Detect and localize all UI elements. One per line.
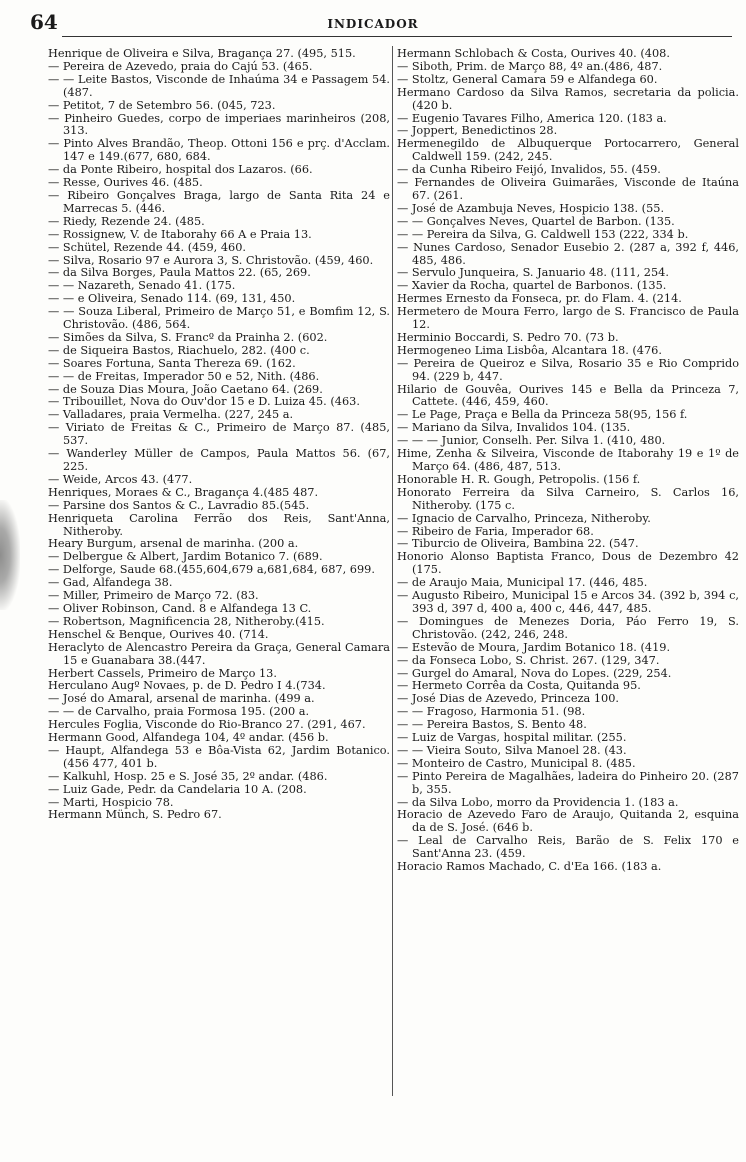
directory-entry: — de Araujo Maia, Municipal 17. (446, 485. [397,576,648,590]
directory-entry: — da Silva Lobo, morro da Providencia 1. (183 a. [397,795,679,809]
directory-entry: — — Gonçalves Neves, Quartel de Barbon. (135. [397,214,675,228]
directory-entry: Herbert Cassels, Primeiro de Março 13. [48,666,277,680]
directory-entry: — Parsine dos Santos & C., Lavradio 85.(545. [48,498,310,512]
directory-entry: — Haupt, Alfandega 53 e Bôa-Vista 62, Jardim Botanico. (456 477, 401 b. [48,743,390,770]
directory-entry: Henschel & Benque, Ourives 40. (714. [48,627,269,641]
directory-entry: — Le Page, Praça e Bella da Princeza 58(95, 156 f. [397,408,688,422]
right-column [397,48,739,874]
directory-entry: Herculano Augº Novaes, p. de D. Pedro I 4.(734. [48,679,326,693]
directory-entry: — Eugenio Tavares Filho, America 120. (183 a. [397,111,667,125]
directory-entry: — Robertson, Magnificencia 28, Nitheroby.(415. [48,614,325,628]
directory-entry: Horacio Ramos Machado, C. d'Ea 166. (183 a. [397,860,662,874]
directory-entry: — Joppert, Benedictinos 28. [397,124,558,138]
directory-entry: — Tribouillet, Nova do Ouv'dor 15 e D. Luiza 45. (463. [48,395,360,409]
directory-entry: — Gurgel do Amaral, Nova do Lopes. (229, 254. [397,666,672,680]
directory-entry: — — de Freitas, Imperador 50 e 52, Nith. (486. [48,369,320,383]
page-number: 64 [30,10,58,34]
directory-entry: — — Leite Bastos, Visconde de Inhaúma 34 e Passagem 54. (487. [48,72,390,99]
directory-entry: — de Souza Dias Moura, João Caetano 64. (269. [48,382,323,396]
directory-entry: — José de Azambuja Neves, Hospicio 138. (55. [397,201,665,215]
directory-entry: — Riedy, Rezende 24. (485. [48,214,205,228]
directory-entry: — Monteiro de Castro, Municipal 8. (485. [397,756,636,770]
directory-entry: Hilario de Gouvêa, Ourives 145 e Bella da Princeza 7, Cattete. (446, 459, 460. [397,382,739,409]
header-rule [62,36,732,37]
directory-entry: — Soares Fortuna, Santa Thereza 69. (162. [48,356,296,370]
directory-entry: — Gad, Alfandega 38. [48,576,173,590]
directory-entry: — Domingues de Menezes Doria, Páo Ferro 19, S. Christovão. (242, 246, 248. [397,614,739,641]
directory-entry: — Marti, Hospicio 78. [48,795,174,809]
directory-entry: — — Souza Liberal, Primeiro de Março 51, e Bomfim 12, S. Christovão. (486, 564. [48,305,390,332]
directory-entry: Hime, Zenha & Silveira, Visconde de Itaborahy 19 e 1º de Março 64. (486, 487, 513. [397,447,739,473]
directory-entry: — Oliver Robinson, Cand. 8 e Alfandega 13 C. [48,601,312,615]
directory-entry: — da Fonseca Lobo, S. Christ. 267. (129, 347. [397,653,660,667]
directory-entry: — Weide, Arcos 43. (477. [48,472,193,486]
directory-entry: — — Pereira da Silva, G. Caldwell 153 (222, 334 b. [397,227,689,241]
directory-entry: — Luiz Gade, Pedr. da Candelaria 10 A. (208. [48,782,307,796]
directory-entry: Heary Burgum, arsenal de marinha. (200 a. [48,537,299,551]
directory-entry: — Luiz de Vargas, hospital militar. (255. [397,731,627,745]
directory-entry: — Delbergue & Albert, Jardim Botanico 7. (689. [48,550,323,564]
directory-entry: Herminio Boccardi, S. Pedro 70. (73 b. [397,330,619,344]
directory-entry: — — Nazareth, Senado 41. (175. [48,279,236,293]
directory-entry: Hermann Good, Alfandega 104, 4º andar. (456 b. [48,731,329,745]
column-divider [392,46,393,1096]
directory-entry: Horacio de Azevedo Faro de Araujo, Quitanda 2, esquina da de S. José. (646 b. [397,808,739,835]
directory-entry: — Siboth, Prim. de Março 88, 4º an.(486, 487. [397,59,663,73]
directory-entry: Hermogeneo Lima Lisbôa, Alcantara 18. (476. [397,343,662,357]
directory-entry: — Pinto Alves Brandão, Theop. Ottoni 156 e prç. d'Acclam. 147 e 149.(677, 680, 684. [48,137,390,164]
directory-entry: Honorato Ferreira da Silva Carneiro, S. Carlos 16, Nitheroby. (175 c. [397,485,739,512]
directory-entry: — Pinto Pereira de Magalhães, ladeira do Pinheiro 20. (287 b, 355. [397,769,739,796]
directory-entry: Hermenegildo de Albuquerque Portocarrero, General Caldwell 159. (242, 245. [397,137,739,164]
directory-entry: — Nunes Cardoso, Senador Eusebio 2. (287 a, 392 f, 446, 485, 486. [397,240,739,267]
directory-entry: — Tiburcio de Oliveira, Bambina 22. (547. [397,537,639,551]
directory-entry: Heraclyto de Alencastro Pereira da Graça, General Camara 15 e Guanabara 38.(447. [48,640,390,667]
binding-stain [0,500,20,610]
directory-entry: Hermetero de Moura Ferro, largo de S. Francisco de Paula 12. [397,305,739,332]
directory-entry: Honorable H. R. Gough, Petropolis. (156 f. [397,472,641,486]
directory-entry: Henriqueta Carolina Ferrão dos Reis, Sant'Anna, Nitheroby. [48,511,390,538]
directory-entry: — Wanderley Müller de Campos, Paula Mattos 56. (67, 225. [48,447,390,473]
directory-entry: — Augusto Ribeiro, Municipal 15 e Arcos 34. (392 b, 394 c, 393 d, 397 d, 400 a, 400 c, 446, 447, 485. [397,589,739,615]
directory-entry: — da Cunha Ribeiro Feijó, Invalidos, 55. (459. [397,163,661,177]
directory-entry: — Resse, Ourives 46. (485. [48,176,203,190]
directory-entry: — José do Amaral, arsenal de marinha. (499 a. [48,692,315,706]
directory-entry: — — Fragoso, Harmonia 51. (98. [397,705,586,719]
directory-entry: — Pereira de Azevedo, praia do Cajú 53. (465. [48,59,313,73]
directory-entry: Hercules Foglia, Visconde do Rio-Branco 27. (291, 467. [48,718,366,732]
directory-entry: Hermann Schlobach & Costa, Ourives 40. (408. [397,47,670,60]
directory-entry: Hermes Ernesto da Fonseca, pr. do Flam. 4. (214. [397,292,682,306]
directory-entry: — Fernandes de Oliveira Guimarães, Visconde de Itaúna 67. (261. [397,176,739,202]
directory-entry: — Simões da Silva, S. Francº da Prainha 2. (602. [48,330,328,344]
directory-entry: — Kalkuhl, Hosp. 25 e S. José 35, 2º andar. (486. [48,769,328,783]
directory-entry: — — Vieira Souto, Silva Manoel 28. (43. [397,743,627,757]
directory-entry: — Stoltz, General Camara 59 e Alfandega 60. [397,72,658,86]
directory-entry: — Xavier da Rocha, quartel de Barbonos. (135. [397,279,667,293]
directory-entry: — Silva, Rosario 97 e Aurora 3, S. Christovão. (459, 460. [48,253,374,267]
running-head: INDICADOR [327,17,419,31]
directory-entry: — Mariano da Silva, Invalidos 104. (135. [397,421,631,435]
directory-entry: — Miller, Primeiro de Março 72. (83. [48,589,259,603]
directory-entry: — — de Carvalho, praia Formosa 195. (200 a. [48,705,310,719]
directory-entry: — Leal de Carvalho Reis, Barão de S. Felix 170 e Sant'Anna 23. (459. [397,834,739,861]
directory-entry: — Ignacio de Carvalho, Princeza, Nitheroby. [397,511,651,525]
directory-entry: — Servulo Junqueira, S. Januario 48. (111, 254. [397,266,669,280]
directory-entry: — da Ponte Ribeiro, hospital dos Lazaros. (66. [48,163,313,177]
directory-entry: Hermann Münch, S. Pedro 67. [48,808,222,822]
directory-entry: — Valladares, praia Vermelha. (227, 245 a. [48,408,294,422]
left-column [48,48,390,822]
directory-entry: — de Siqueira Bastos, Riachuelo, 282. (400 c. [48,343,310,357]
directory-entry: — Pereira de Queiroz e Silva, Rosario 35 e Rio Comprido 94. (229 b, 447. [397,356,739,383]
directory-entry: — Viriato de Freitas & C., Primeiro de Março 87. (485, 537. [48,421,390,448]
directory-entry: — Ribeiro Gonçalves Braga, largo de Santa Rita 24 e Marrecas 5. (446. [48,188,390,215]
directory-entry: Hermano Cardoso da Silva Ramos, secretaria da policia. (420 b. [397,85,739,112]
directory-entry: — Rossignew, V. de Itaborahy 66 A e Praia 13. [48,227,312,241]
directory-entry: — — Pereira Bastos, S. Bento 48. [397,718,587,732]
directory-entry: — da Silva Borges, Paula Mattos 22. (65, 269. [48,266,311,280]
directory-entry: — José Dias de Azevedo, Princeza 100. [397,692,620,706]
directory-entry: — Estevão de Moura, Jardim Botanico 18. (419. [397,640,671,654]
directory-entry: Henriques, Moraes & C., Bragança 4.(485 487. [48,485,319,499]
directory-entry: — Delforge, Saude 68.(455,604,679 a,681,684, 687, 699. [48,563,375,577]
directory-entry: — Pinheiro Guedes, corpo de imperiaes marinheiros (208, 313. [48,111,390,138]
directory-entry: — — — Junior, Conselh. Per. Silva 1. (410, 480. [397,434,666,448]
directory-entry: — Hermeto Corrêa da Costa, Quitanda 95. [397,679,641,693]
directory-entry: Henrique de Oliveira e Silva, Bragança 27. (495, 515. [48,47,356,60]
directory-entry: — — e Oliveira, Senado 114. (69, 131, 450. [48,292,296,306]
directory-entry: Honorio Alonso Baptista Franco, Dous de Dezembro 42 (175. [397,550,739,577]
directory-entry: — Petitot, 7 de Setembro 56. (045, 723. [48,98,276,112]
directory-entry: — Ribeiro de Faria, Imperador 68. [397,524,594,538]
directory-entry: — Schütel, Rezende 44. (459, 460. [48,240,246,254]
